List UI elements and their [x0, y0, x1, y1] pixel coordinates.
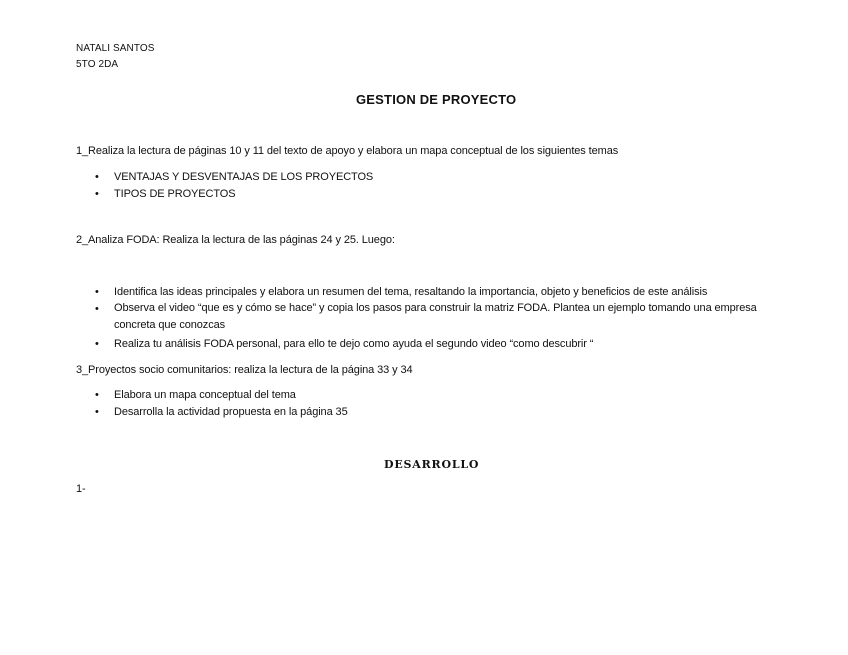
bullet-icon: •	[95, 389, 99, 401]
list-item	[95, 389, 795, 406]
list-item-text: Identifica las ideas principales y elabora un resumen del tema, resaltando la importancia, objeto y beneficios de este análisis	[114, 286, 708, 298]
list-item-text: Observa el video “que es y cómo se hace” y copia los pasos para construir la matriz FODA. Plantea un ejemplo tomando una empresa concreta que conozcas	[114, 302, 757, 331]
answer-label: 1-	[76, 483, 86, 495]
list-item	[95, 188, 795, 205]
bullet-icon: •	[95, 286, 99, 298]
bullet-icon: •	[95, 406, 99, 418]
list-item	[95, 303, 795, 337]
bullet-icon: •	[95, 171, 99, 183]
student-name: NATALI SANTOS	[76, 43, 155, 54]
document-title: GESTION DE PROYECTO	[356, 92, 517, 107]
section1-heading: 1_Realiza la lectura de páginas 10 y 11 del texto de apoyo y elabora un mapa conceptual de los siguientes temas	[76, 145, 619, 157]
section3-heading: 3_Proyectos socio comunitarios: realiza la lectura de la página 33 y 34	[76, 364, 413, 376]
list-item-text: VENTAJAS Y DESVENTAJAS DE LOS PROYECTOS	[114, 171, 374, 183]
section2-heading: 2_Analiza FODA: Realiza la lectura de las páginas 24 y 25. Luego:	[76, 234, 395, 246]
development-title: DESARROLLO	[384, 458, 480, 471]
list-item-text: Realiza tu análisis FODA personal, para ello te dejo como ayuda el segundo video “como descubrir “	[114, 338, 594, 350]
list-item-text: Desarrolla la actividad propuesta en la página 35	[114, 406, 348, 418]
list-item	[95, 338, 795, 355]
student-grade: 5TO 2DA	[76, 59, 119, 70]
list-item-text: Elabora un mapa conceptual del tema	[114, 389, 296, 401]
bullet-icon: •	[95, 338, 99, 350]
list-item-text: TIPOS DE PROYECTOS	[114, 188, 236, 200]
list-item	[95, 171, 795, 188]
list-item	[95, 406, 795, 423]
bullet-icon: •	[95, 303, 99, 315]
bullet-icon: •	[95, 188, 99, 200]
